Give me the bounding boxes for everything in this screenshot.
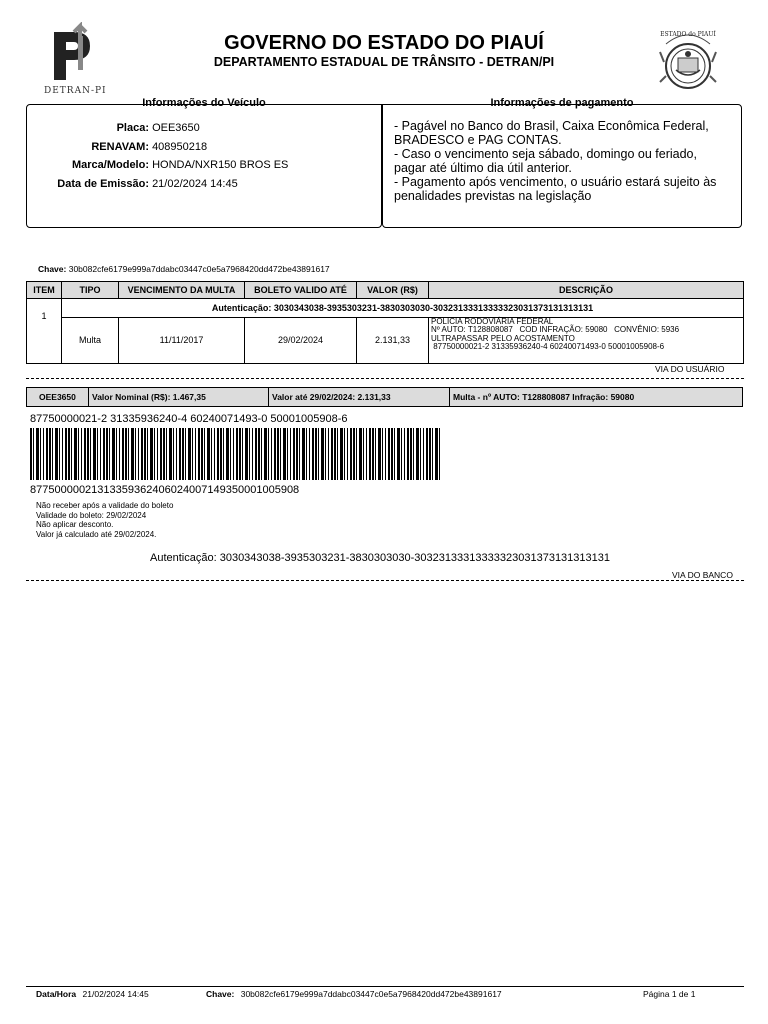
footer-pagina: Página 1 de 1 — [643, 989, 696, 999]
data-emissao-label: Data de Emissão: — [57, 178, 149, 190]
boleto-notes — [36, 501, 173, 539]
marca-modelo-value: HONDA/NXR150 BROS ES — [152, 159, 289, 171]
col-descricao: DESCRIÇÃO — [429, 282, 744, 299]
data-emissao-row — [27, 178, 238, 190]
cell-tipo: Multa — [62, 317, 119, 363]
placa-value: OEE3650 — [152, 122, 200, 134]
linha-digitavel: 87750000021-2 31335936240-4 60240071493-0 50001005908-6 — [30, 413, 348, 425]
footer-datahora-value: 21/02/2024 14:45 — [82, 989, 149, 999]
vehicle-section-label: Informações do Veículo — [142, 97, 266, 109]
marca-modelo-label: Marca/Modelo: — [71, 159, 149, 171]
cut-line-banco — [26, 580, 744, 581]
placa-row — [27, 122, 200, 134]
fines-table — [26, 281, 744, 364]
barcode-number: 87750000021313359362406024007149350001005908 — [30, 484, 300, 496]
vehicle-info-box — [26, 104, 382, 228]
cell-descricao — [429, 317, 744, 363]
renavam-label: RENAVAM: — [91, 141, 149, 153]
descricao-line: POLICIA RODOVIÁRIA FEDERAL — [431, 316, 554, 326]
via-usuario-label: VIA DO USUÁRIO — [655, 364, 725, 374]
via-banco-label: VIA DO BANCO — [672, 570, 733, 580]
barcode — [30, 428, 440, 480]
payment-section-label: Informações de pagamento — [490, 97, 634, 109]
payment-line: penalidades previstas na legislação — [394, 189, 592, 203]
autenticacao-banco: Autenticação: 3030343038-3935303231-3830303030-30323133313333323031373131313131 — [150, 552, 610, 564]
cell-valido-ate: 29/02/2024 — [245, 317, 357, 363]
footer-datahora-label: Data/Hora — [36, 989, 77, 999]
placa-label: Placa: — [116, 122, 149, 134]
payment-line: - Caso o vencimento seja sábado, domingo ou feriado, — [394, 147, 697, 161]
state-seal-icon — [656, 22, 720, 94]
col-vencimento: VENCIMENTO DA MULTA — [119, 282, 245, 299]
page-title: GOVERNO DO ESTADO DO PIAUÍ — [224, 32, 544, 54]
cell-valor: 2.131,33 — [357, 317, 429, 363]
col-valido-ate: BOLETO VALIDO ATÉ — [245, 282, 357, 299]
strip-valor-nominal: Valor Nominal (R$): 1.467,35 — [88, 388, 206, 406]
descricao-line: Nº AUTO: T128808087 COD INFRAÇÃO: 59080 CONVÊNIO: 5936 — [431, 325, 680, 335]
strip-multa: Multa - nº AUTO: T128808087 Infração: 59080 — [449, 388, 634, 406]
col-tipo: TIPO — [62, 282, 119, 299]
payment-instructions — [394, 119, 716, 203]
footer-chave-label: Chave: — [206, 989, 235, 999]
page-subtitle: DEPARTAMENTO ESTADUAL DE TRÂNSITO - DETRAN/PI — [213, 55, 555, 69]
footer-datahora — [36, 989, 149, 999]
cut-line-usuario — [26, 378, 744, 379]
summary-strip — [26, 387, 743, 407]
chave-label: Chave: — [38, 264, 67, 274]
footer-rule — [26, 986, 744, 987]
table-row — [27, 299, 744, 318]
descricao-line: ULTRAPASSAR PELO ACOSTAMENTO — [431, 333, 575, 343]
footer-chave-value: 30b082cfe6179e999a7ddabc03447c0e5a7968420dd472be43891617 — [240, 989, 502, 999]
payment-info-box — [382, 104, 742, 228]
col-item: ITEM — [27, 282, 62, 299]
renavam-value: 408950218 — [152, 141, 208, 153]
note-line: Validade do boleto: 29/02/2024 — [36, 510, 147, 520]
logo-text: DETRAN-PI — [44, 86, 107, 96]
note-line: Não receber após a validade do boleto — [36, 501, 174, 510]
cell-item: 1 — [27, 299, 62, 364]
payment-line: - Pagamento após vencimento, o usuário estará sujeito às — [394, 175, 717, 189]
renavam-row — [27, 141, 207, 153]
note-line: Não aplicar desconto. — [36, 520, 114, 529]
table-row — [27, 317, 744, 363]
note-line: Valor já calculado até 29/02/2024. — [36, 529, 157, 539]
table-header-row — [27, 282, 744, 299]
cell-vencimento: 11/11/2017 — [119, 317, 245, 363]
descricao-line: 87750000021-2 31335936240-4 60240071493-0 50001005908-6 — [431, 342, 665, 352]
footer-chave — [206, 989, 502, 999]
cell-autenticacao: Autenticação: 3030343038-3935303231-3830303030-30323133313333323031373131313131 — [62, 299, 744, 318]
payment-line: pagar até último dia útil anterior. — [394, 161, 572, 175]
marca-modelo-row — [27, 159, 288, 171]
col-valor: VALOR (R$) — [357, 282, 429, 299]
strip-valor-ate: Valor até 29/02/2024: 2.131,33 — [268, 388, 391, 406]
payment-line: - Pagável no Banco do Brasil, Caixa Econômica Federal, — [394, 119, 709, 133]
chave-line — [38, 264, 330, 274]
payment-line: BRADESCO e PAG CONTAS. — [394, 133, 562, 147]
seal-text: ESTADO do PIAUÍ — [660, 31, 716, 38]
data-emissao-value: 21/02/2024 14:45 — [152, 178, 238, 190]
strip-placa: OEE3650 — [39, 392, 76, 402]
chave-value: 30b082cfe6179e999a7ddabc03447c0e5a7968420dd472be43891617 — [68, 264, 330, 274]
